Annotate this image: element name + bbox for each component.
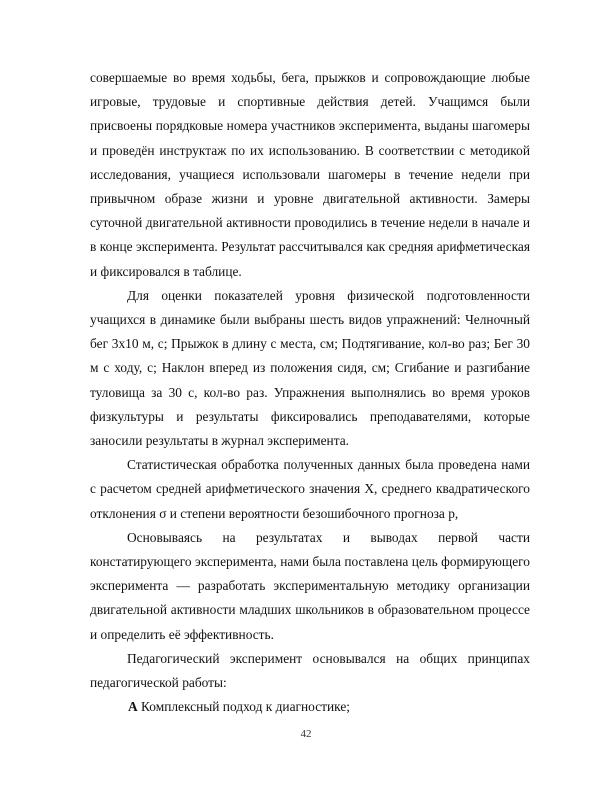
paragraph-5: Педагогический эксперимент основывался на общих принципах педагогической работы: <box>90 650 530 691</box>
paragraph-4: Основываясь на результатах и выводах первой части констатирующего эксперимента, нами была поставлена цель формирующего эксперимента — разработать экспериментальную методику организации двигательной активности младших школьников в образовательном процессе и определить её эффективность. <box>90 529 530 642</box>
list-item-marker: А <box>128 699 138 715</box>
paragraph-3: Статистическая обработка полученных данных была проведена нами с расчетом средней арифметического значения Х, среднего квадратического отклонения σ и степени вероятности безошибочного прогноза p, <box>90 457 530 521</box>
paragraph-1: совершаемые во время ходьбы, бега, прыжков и сопровождающие любые игровые, трудовые и спортивные действия детей. Учащимся были присвоены порядковые номера участников эксперимента, выданы шагомеры и проведён инструктаж по их использованию. В соответствии с методикой исследования, учащиеся использовали шагомеры в течение недели при привычном образе жизни и уровне двигательной активности. Замеры суточной двигательной активности проводились в течение недели в начале и в конце эксперимента. Результат рассчитывался как средняя арифметическая и фиксировался в таблице. <box>90 70 530 279</box>
paragraph-2: Для оценки показателей уровня физической подготовленности учащихся в динамике были выбраны шесть видов упражнений: Челночный бег 3х10 м, с; Прыжок в длину с места, см; Подтягивание, кол-во раз; Бег 30 м с ходу, с; Наклон вперед из положения сидя, см; Сгибание и разгибание туловища за 30 с, кол-во раз. Упражнения выполнялись во время уроков физкультуры и результаты фиксировались преподавателями, которые заносили результаты в журнал эксперимента. <box>90 287 530 449</box>
list-item <box>90 695 530 719</box>
list-item-text: Комплексный подход к диагностике; <box>141 699 350 715</box>
page-number: 42 <box>300 728 312 740</box>
document-body <box>90 66 530 719</box>
